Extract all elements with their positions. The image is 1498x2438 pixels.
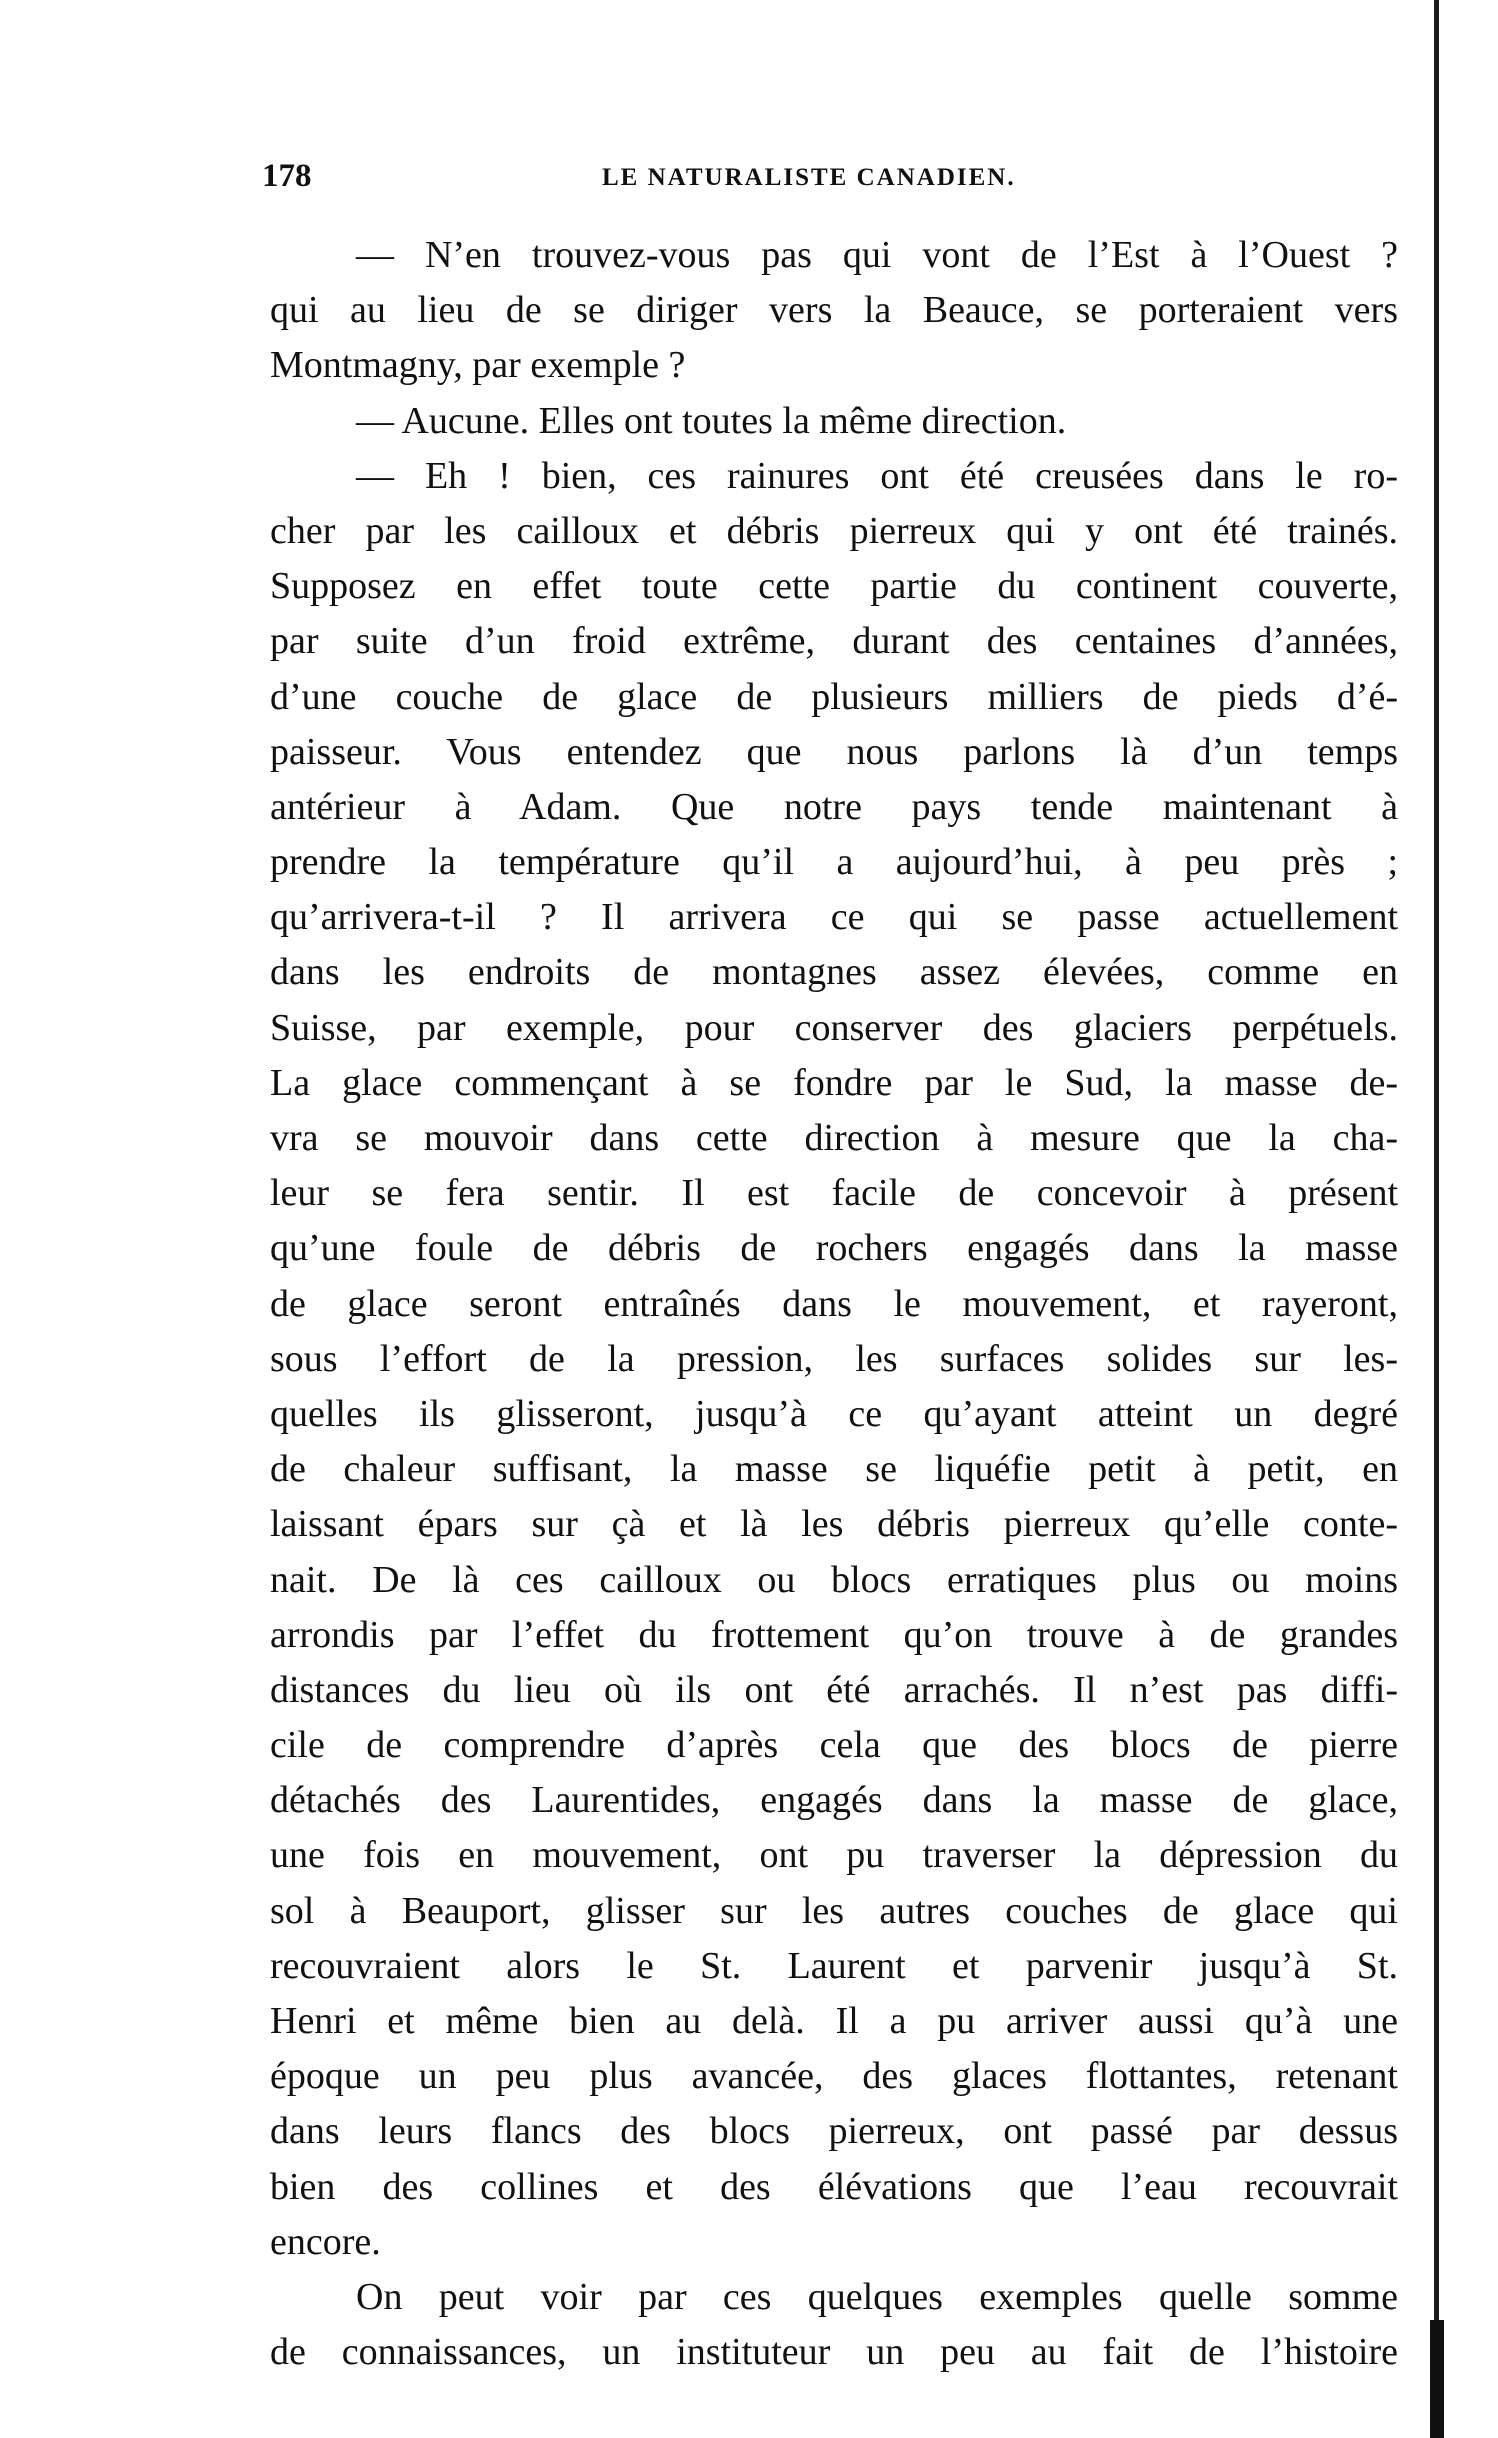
text-line: Suisse, par exemple, pour conserver des glaciers perpétuels. [270,1006,1398,1049]
page-edge-rule [1434,0,1439,2320]
text-line: bien des collines et des élévations que l’eau recouvrait [270,2165,1398,2208]
text-line: sous l’effort de la pression, les surfaces solides sur les- [270,1337,1398,1380]
text-line: cher par les cailloux et débris pierreux qui y ont été trainés. [270,509,1398,552]
page-header [262,158,1392,208]
body-text [270,228,1398,2380]
text-line: laissant épars sur çà et là les débris pierreux qu’elle conte- [270,1503,1398,1546]
page-number: 178 [262,158,312,194]
text-line: sol à Beauport, glisser sur les autres couches de glace qui [270,1889,1398,1932]
text-line: recouvraient alors le St. Laurent et parvenir jusqu’à St. [270,1944,1398,1987]
text-line: arrondis par l’effet du frottement qu’on trouve à de grandes [270,1613,1398,1656]
text-line: de glace seront entraînés dans le mouvement, et rayeront, [270,1282,1398,1325]
text-line: une fois en mouvement, ont pu traverser la dépression du [270,1834,1398,1877]
text-line: — N’en trouvez-vous pas qui vont de l’Est à l’Ouest ? [356,234,1398,276]
page-edge-foot [1430,2320,1444,2438]
text-line: qu’arrivera-t-il ? Il arrivera ce qui se passe actuellement [270,896,1398,939]
text-line: — Eh ! bien, ces rainures ont été creusées dans le ro- [356,454,1398,497]
text-line: vra se mouvoir dans cette direction à mesure que la cha- [270,1117,1398,1159]
text-line: dans les endroits de montagnes assez élevées, comme en [270,951,1398,994]
text-line: qu’une foule de débris de rochers engagés dans la masse [270,1227,1398,1270]
text-line: Supposez en effet toute cette partie du continent couverte, [270,565,1398,608]
text-line: détachés des Laurentides, engagés dans la masse de glace, [270,1779,1398,1822]
text-line: Montmagny, par exemple ? [270,344,686,387]
text-line: antérieur à Adam. Que notre pays tende maintenant à [270,785,1398,828]
text-line: qui au lieu de se diriger vers la Beauce, se porteraient vers [270,289,1398,332]
text-line: distances du lieu où ils ont été arrachés. Il n’est pas diffi- [270,1668,1398,1711]
text-line: dans leurs flancs des blocs pierreux, ont passé par dessus [270,2110,1398,2153]
text-line: par suite d’un froid extrême, durant des centaines d’années, [270,620,1398,663]
text-line: prendre la température qu’il a aujourd’hui, à peu près ; [270,841,1398,884]
running-title: LE NATURALISTE CANADIEN. [602,164,1016,191]
text-line: La glace commençant à se fondre par le Sud, la masse de- [270,1061,1398,1104]
text-line: On peut voir par ces quelques exemples quelle somme [356,2275,1398,2318]
text-line: paisseur. Vous entendez que nous parlons là d’un temps [270,730,1398,773]
text-line: de chaleur suffisant, la masse se liquéfie petit à petit, en [270,1448,1398,1491]
text-line: nait. De là ces cailloux ou blocs erratiques plus ou moins [270,1558,1398,1601]
text-line: — Aucune. Elles ont toutes la même direction. [356,399,1067,442]
text-line: de connaissances, un instituteur un peu au fait de l’histoire [270,2331,1398,2374]
text-line: quelles ils glisseront, jusqu’à ce qu’ayant atteint un degré [270,1392,1398,1435]
text-line: cile de comprendre d’après cela que des blocs de pierre [270,1724,1398,1767]
text-line: époque un peu plus avancée, des glaces flottantes, retenant [270,2055,1398,2098]
text-line: leur se fera sentir. Il est facile de concevoir à présent [270,1172,1398,1215]
text-line: encore. [270,2220,381,2263]
text-line: Henri et même bien au delà. Il a pu arriver aussi qu’à une [270,2000,1398,2042]
text-line: d’une couche de glace de plusieurs milliers de pieds d’é- [270,675,1398,718]
